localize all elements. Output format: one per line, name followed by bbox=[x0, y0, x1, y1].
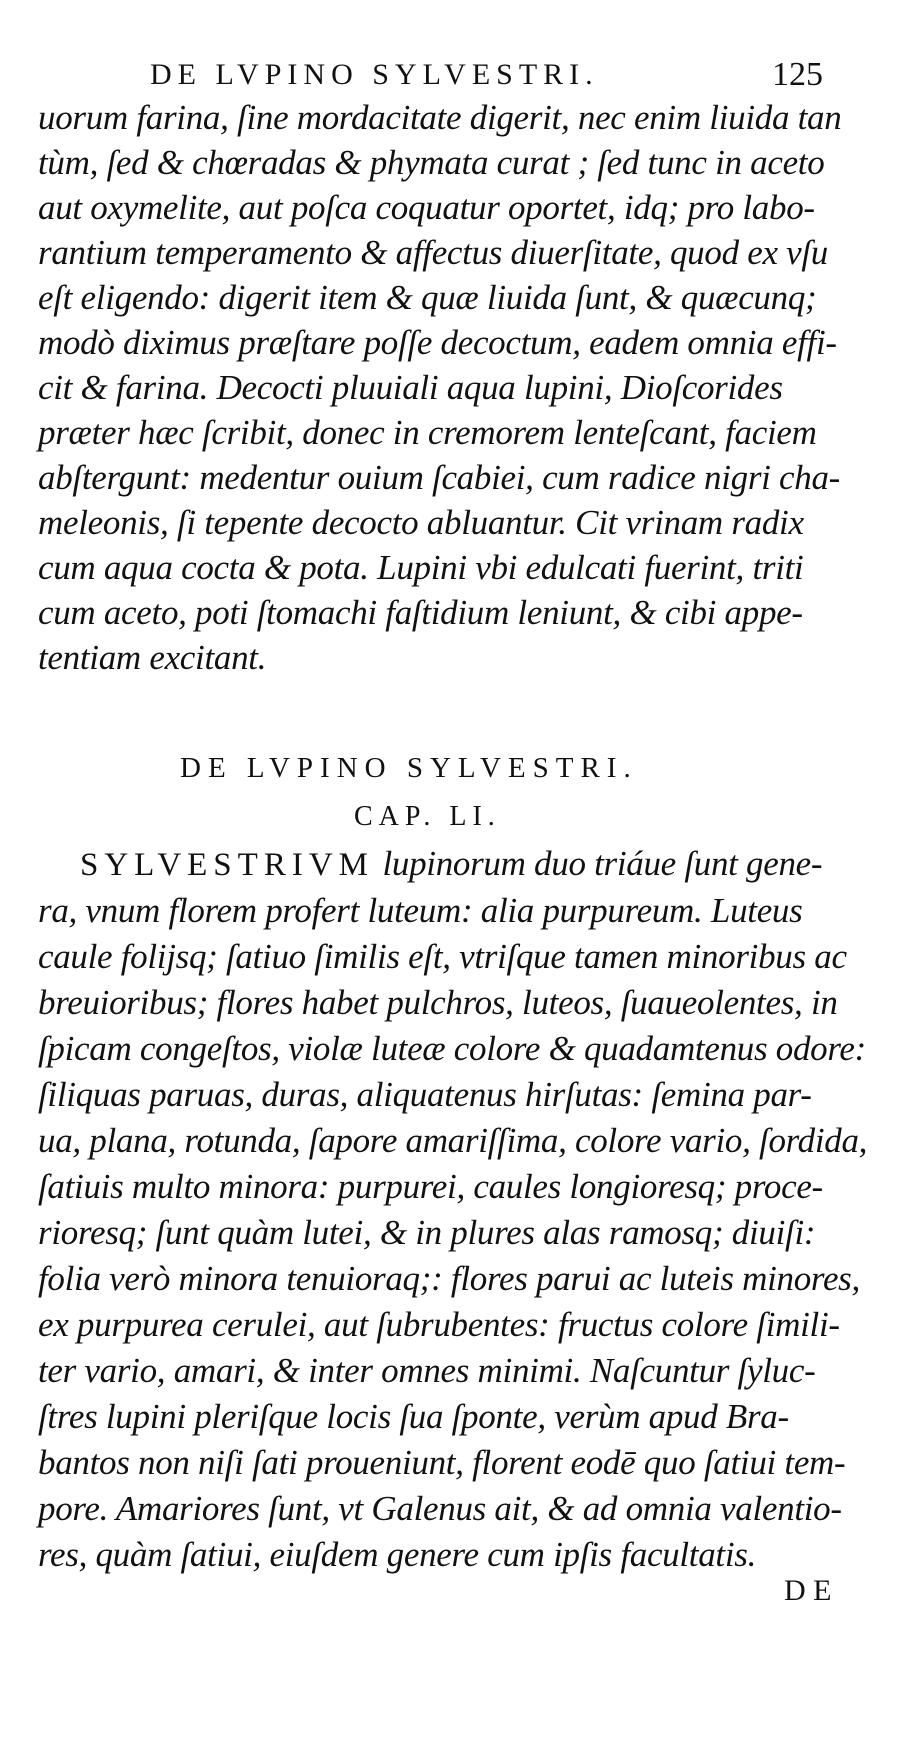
text-line: tentiam excitant. bbox=[38, 638, 267, 677]
chapter-label: CAP. LI. bbox=[354, 801, 501, 832]
text-line: modò diximus præſtare poſſe decoctum, eadem omnia effi- bbox=[38, 323, 837, 362]
text-line: cit & farina. Decocti pluuiali aqua lupini, Dioſcorides bbox=[38, 368, 783, 407]
initial-word: SYLVESTRIVM bbox=[80, 847, 374, 883]
first-line-rest: lupinorum duo triáue ſunt gene- bbox=[374, 844, 823, 883]
text-line: ſiliquas paruas, duras, aliquatenus hirſutas: ſemina par- bbox=[38, 1075, 812, 1114]
text-line: ſpicam congeſtos, violæ luteæ colore & quadamtenus odore: bbox=[38, 1029, 866, 1068]
text-line: folia verò minora tenuioraq;: flores parui ac luteis minores, bbox=[38, 1259, 860, 1298]
text-line: eſt eligendo: digerit item & quæ liuida ſunt, & quæcunq; bbox=[38, 278, 817, 317]
text-line: ra, vnum florem profert luteum: alia purpureum. Luteus bbox=[38, 891, 803, 930]
page-number: 125 bbox=[772, 56, 823, 93]
text-line: abſtergunt: medentur ouium ſcabiei, cum radice nigri cha- bbox=[38, 458, 840, 497]
text-line: aut oxymelite, aut poſca coquatur oportet, idq; pro labo- bbox=[38, 188, 815, 227]
text-line: rantium temperamento & affectus diuerſitate, quod ex vſu bbox=[38, 233, 828, 272]
chapter-first-line bbox=[80, 844, 822, 884]
text-line: cum aceto, poti ſtomachi faſtidium leniunt, & cibi appe- bbox=[38, 593, 803, 632]
text-line: breuioribus; flores habet pulchros, luteos, ſuaueolentes, in bbox=[38, 983, 838, 1022]
text-line: cum aqua cocta & pota. Lupini vbi edulcati fuerint, triti bbox=[38, 548, 804, 587]
text-line: ex purpurea cerulei, aut ſubrubentes: fructus colore ſimili- bbox=[38, 1305, 840, 1344]
running-head: DE LVPINO SYLVESTRI. bbox=[150, 58, 599, 91]
text-line: meleonis, ſi tepente decocto abluantur. Cit vrinam radix bbox=[38, 503, 804, 542]
text-line: res, quàm ſatiui, eiuſdem genere cum ipſis facultatis. bbox=[38, 1535, 757, 1574]
text-line: præter hæc ſcribit, donec in cremorem lenteſcant, faciem bbox=[38, 413, 817, 452]
text-line: ua, plana, rotunda, ſapore amariſſima, colore vario, ſordida, bbox=[38, 1121, 868, 1160]
text-line: ſtres lupini pleriſque locis ſua ſponte, verùm apud Bra- bbox=[38, 1397, 789, 1436]
text-line: uorum farina, ſine mordacitate digerit, nec enim liuida tan bbox=[38, 98, 842, 137]
text-line: ſatiuis multo minora: purpurei, caules longioresq; proce- bbox=[38, 1167, 823, 1206]
text-line: caule folijsq; ſatiuo ſimilis eſt, vtriſque tamen minoribus ac bbox=[38, 937, 847, 976]
catchword: D E bbox=[784, 1574, 832, 1607]
text-line: ter vario, amari, & inter omnes minimi. Naſcuntur ſyluc- bbox=[38, 1351, 816, 1390]
text-line: bantos non niſi ſati proueniunt, florent eodē quo ſatiui tem- bbox=[38, 1443, 846, 1482]
text-line: tùm, ſed & chœradas & phymata curat ; ſed tunc in aceto bbox=[38, 143, 825, 182]
section-title: DE LVPINO SYLVESTRI. bbox=[180, 752, 638, 784]
text-line: pore. Amariores ſunt, vt Galenus ait, & ad omnia valentio- bbox=[38, 1489, 842, 1528]
text-line: rioresq; ſunt quàm lutei, & in plures alas ramosq; diuiſi: bbox=[38, 1213, 816, 1252]
